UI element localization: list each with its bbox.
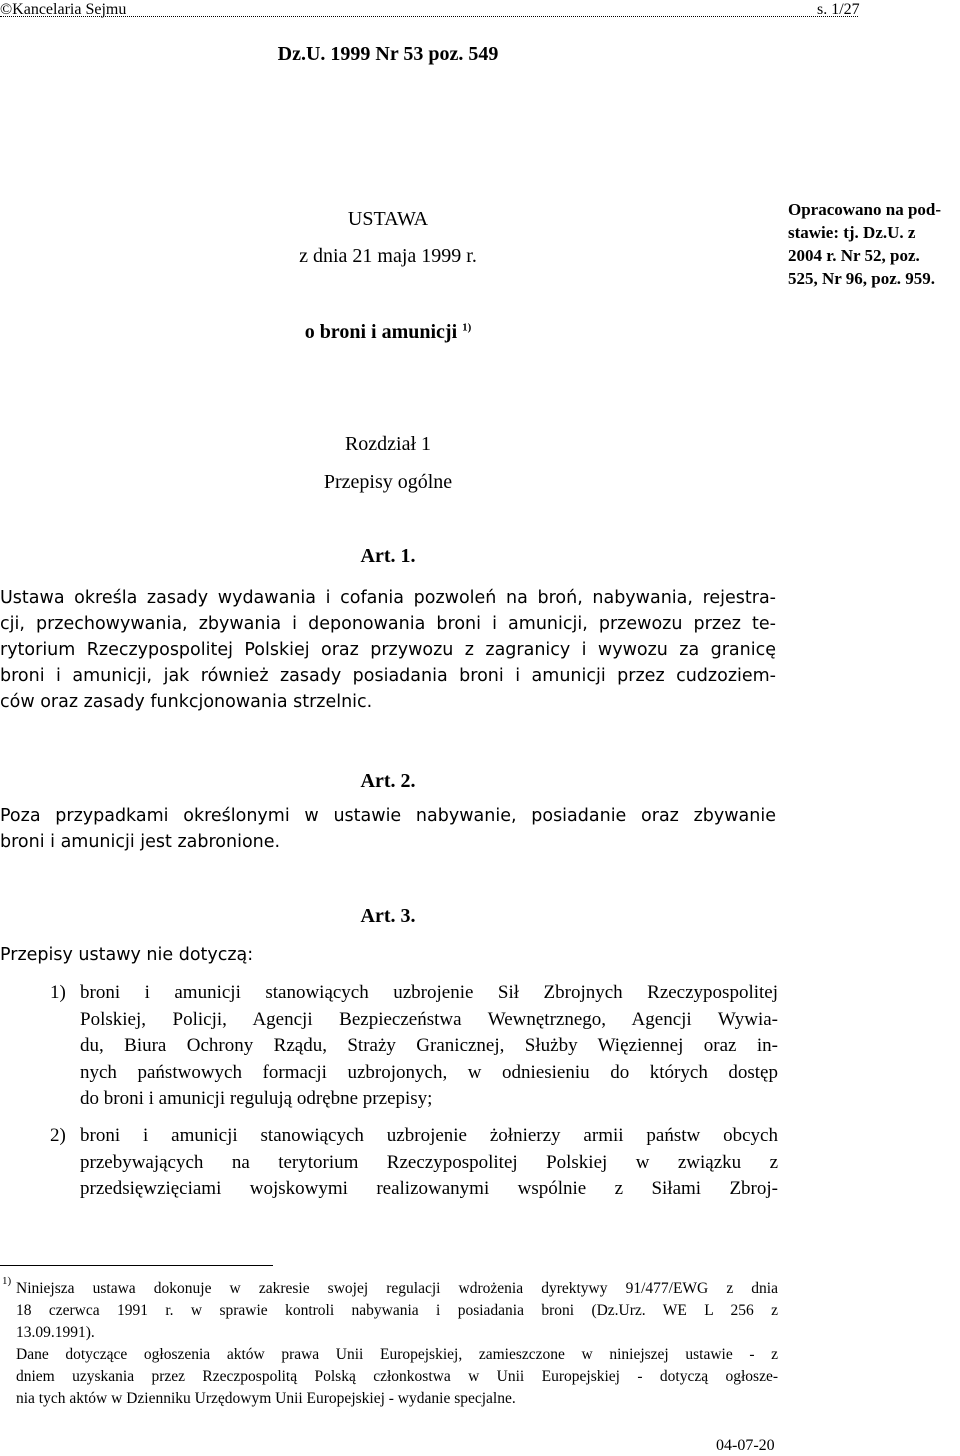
article-1-text: [0, 585, 776, 715]
footnote-line: dniem uzyskania przez Rzeczpospolitą Polską członkostwa w Unii Europejskiej - dotyczą ogłosze-: [16, 1368, 778, 1385]
list-item-line: przebywających na terytorium Rzeczypospolitej Polskiej w związku z: [80, 1151, 778, 1173]
list-item-number: 2): [50, 1125, 66, 1146]
header-dotted-rule: [0, 16, 858, 17]
footnote-marker: 1): [2, 1275, 12, 1287]
footer-date: 04-07-20: [716, 1437, 775, 1454]
list-item-number: 1): [50, 982, 66, 1003]
list-item-text: [80, 1123, 778, 1203]
act-date: z dnia 21 maja 1999 r.: [299, 245, 477, 267]
paragraph-line: Ustawa określa zasady wydawania i cofania pozwoleń na broń, nabywania, rejestra-: [0, 588, 776, 608]
article-1-heading: Art. 1.: [360, 545, 416, 567]
header-publisher: ©Kancelaria Sejmu: [0, 1, 127, 18]
paragraph-line: ców oraz zasady funkcjonowania strzelnic.: [0, 692, 373, 712]
list-item-line: broni i amunicji stanowiących uzbrojenie żołnierzy armii państw obcych: [80, 1125, 778, 1146]
consolidation-note-line: 2004 r. Nr 52, poz.: [788, 246, 920, 265]
article-3-heading: Art. 3.: [360, 905, 416, 927]
paragraph-line: cji, przechowywania, zbywania i deponowania broni i amunicji, przewozu przez te-: [0, 614, 776, 634]
act-type: USTAWA: [347, 208, 429, 230]
header-page-number: s. 1/27: [817, 1, 860, 18]
list-item-line: broni i amunicji stanowiących uzbrojenie Sił Zbrojnych Rzeczypospolitej: [80, 982, 778, 1003]
article-2-heading: Art. 2.: [360, 770, 416, 792]
footnote-line: Dane dotyczące ogłoszenia aktów prawa Unii Europejskiej, zamieszczone w niniejszej ustawie - z: [16, 1346, 778, 1363]
journal-reference: Dz.U. 1999 Nr 53 poz. 549: [277, 43, 499, 65]
article-2-text: [0, 803, 776, 855]
paragraph-line: Poza przypadkami określonymi w ustawie nabywanie, posiadanie oraz zbywanie: [0, 806, 776, 826]
article-3-intro: Przepisy ustawy nie dotyczą:: [0, 945, 254, 965]
paragraph-line: broni i amunicji, jak również zasady posiadania broni i amunicji przez cudzoziem-: [0, 666, 776, 686]
list-item-text: [80, 980, 778, 1113]
footnote-reference: 1): [462, 321, 472, 334]
paragraph-line: broni i amunicji jest zabronione.: [0, 832, 281, 852]
list-item-line: przedsięwzięciami wojskowymi realizowanymi wspólnie z Siłami Zbroj-: [80, 1178, 778, 1199]
footnote-line: 13.09.1991).: [16, 1324, 95, 1341]
list-item-line: nych państwowych formacji uzbrojonych, w odniesieniu do których dostęp: [80, 1061, 778, 1083]
chapter-name: Przepisy ogólne: [323, 471, 453, 493]
list-item-line: du, Biura Ochrony Rządu, Straży Granicznej, Służby Więziennej oraz in-: [80, 1035, 778, 1056]
footnote: [0, 1275, 778, 1410]
paragraph-line: rytorium Rzeczypospolitej Polskiej oraz przywozu z zagranicy i wywozu za granicę: [0, 640, 776, 660]
chapter-number: Rozdział 1: [344, 433, 432, 455]
article-3-item-2: [50, 1123, 778, 1203]
footnote-line: 18 czerwca 1991 r. w sprawie kontroli nabywania i posiadania broni (Dz.Urz. WE L 256 z: [16, 1302, 778, 1319]
list-item-line: do broni i amunicji regulują odrębne przepisy;: [80, 1088, 433, 1109]
article-3-item-1: [50, 980, 778, 1113]
list-item-line: Polskiej, Policji, Agencji Bezpieczeństwa Wewnętrznego, Agencji Wywia-: [80, 1008, 778, 1030]
footnote-line: Niniejsza ustawa dokonuje w zakresie swojej regulacji wdrożenia dyrektywy 91/477/EWG z dnia: [16, 1280, 778, 1297]
consolidation-note-line: stawie: tj. Dz.U. z: [788, 223, 916, 242]
footnote-line: nia tych aktów w Dzienniku Urzędowym Unii Europejskiej - wydanie specjalne.: [16, 1390, 516, 1407]
footnote-separator: [0, 1265, 273, 1266]
act-title: [190, 318, 586, 346]
act-title-text: o broni i amunicji: [304, 321, 458, 343]
footnote-text: [16, 1278, 778, 1410]
consolidation-note-line: 525, Nr 96, poz. 959.: [788, 269, 936, 288]
consolidation-note-line: Opracowano na pod-: [788, 200, 942, 219]
consolidation-note: [788, 198, 960, 290]
